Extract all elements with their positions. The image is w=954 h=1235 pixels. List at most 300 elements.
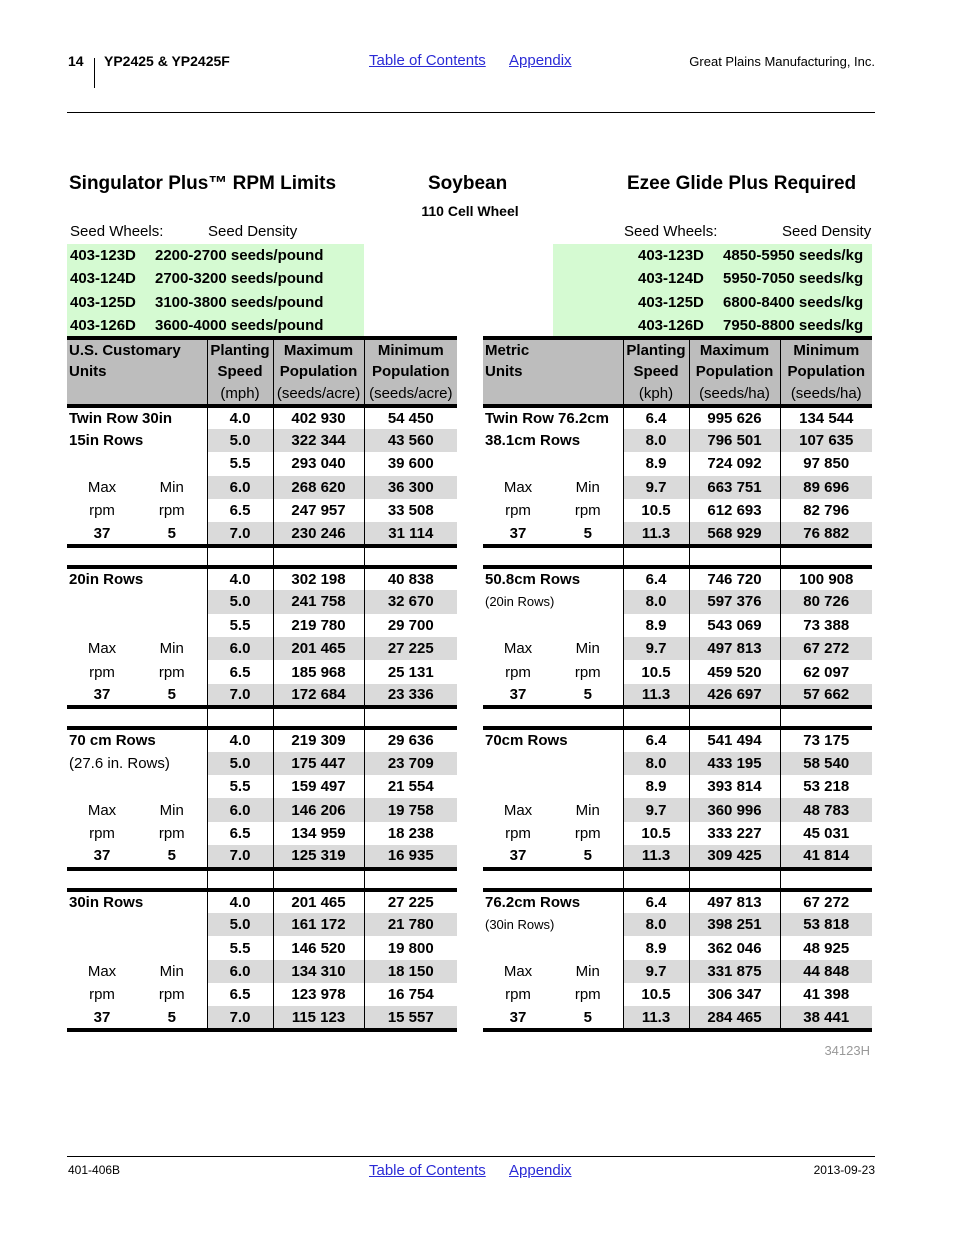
rpm-label: 37 (67, 845, 137, 868)
max-population: 159 497 (273, 775, 364, 798)
row-group-sublabel: 38.1cm Rows (485, 432, 581, 450)
planting-speed: 6.0 (207, 960, 273, 983)
min-population: 43 560 (364, 429, 457, 452)
rpm-label: 37 (483, 1006, 553, 1029)
table-row (483, 660, 872, 683)
row-group-sublabel: 15in Rows (69, 432, 144, 450)
header-cell: Speed (623, 361, 689, 384)
planting-speed: 11.3 (623, 684, 689, 707)
header-cell: Speed (207, 361, 273, 384)
min-population: 32 670 (364, 590, 457, 613)
seed-density: 5950-7050 seeds/kg (723, 270, 864, 287)
max-population: 219 780 (273, 614, 364, 637)
empty-cell (483, 707, 623, 728)
planting-speed: 9.7 (623, 798, 689, 821)
rpm-label: 37 (67, 684, 137, 707)
appendix-link-bottom[interactable]: Appendix (509, 1162, 572, 1179)
empty-cell (689, 546, 780, 567)
rpm-label: 5 (137, 522, 207, 545)
empty-cell (207, 869, 273, 890)
max-population: 322 344 (273, 429, 364, 452)
min-population: 38 441 (780, 1006, 872, 1029)
seed-density-heading-left: Seed Density (208, 223, 298, 240)
empty-cell (780, 546, 872, 567)
max-population: 543 069 (689, 614, 780, 637)
max-population: 185 968 (273, 660, 364, 683)
min-population: 82 796 (780, 499, 872, 522)
seed-wheel-box-right (553, 244, 872, 338)
planting-speed: 5.0 (207, 429, 273, 452)
row-group-label: Twin Row 30in (69, 409, 173, 427)
seed-wheels-heading-left: Seed Wheels: (70, 223, 164, 240)
header-cell: Planting (623, 338, 689, 361)
planting-speed: 8.0 (623, 913, 689, 936)
planting-speed: 6.0 (207, 798, 273, 821)
max-population: 134 959 (273, 822, 364, 845)
min-population: 58 540 (780, 752, 872, 775)
planting-speed: 7.0 (207, 684, 273, 707)
max-population: 393 814 (689, 775, 780, 798)
model-name: YP2425 & YP2425F (104, 53, 230, 69)
planting-speed: 10.5 (623, 822, 689, 845)
table-row (483, 452, 872, 475)
table-row (483, 406, 872, 429)
row-group-label: Twin Row 76.2cm (485, 409, 609, 427)
min-population: 27 225 (364, 637, 457, 660)
rpm-label: 5 (553, 684, 623, 707)
seed-wheel-row (638, 270, 864, 287)
table-row (483, 960, 872, 983)
min-population: 41 814 (780, 845, 872, 868)
table-row (67, 660, 457, 683)
rpm-label: Min (575, 640, 600, 658)
rpm-label: 5 (553, 1006, 623, 1029)
min-population: 107 635 (780, 429, 872, 452)
row-group-label: 50.8cm Rows (483, 567, 623, 590)
empty-cell (273, 707, 364, 728)
seed-wheel-part: 403-124D (638, 270, 704, 287)
rpm-label: rpm (505, 986, 531, 1004)
max-population: 302 198 (273, 567, 364, 590)
planting-speed: 9.7 (623, 637, 689, 660)
table-header-row (67, 361, 457, 384)
header-cell: Population (689, 361, 780, 384)
seed-density: 3600-4000 seeds/pound (155, 317, 324, 334)
rpm-label: rpm (158, 986, 185, 1004)
rpm-label: Max (87, 478, 117, 496)
header-cell: (kph) (623, 383, 689, 406)
min-population: 73 175 (780, 728, 872, 751)
empty-cell (67, 869, 207, 890)
empty-cell (207, 707, 273, 728)
min-population: 21 554 (364, 775, 457, 798)
planting-speed: 5.0 (207, 590, 273, 613)
max-population: 398 251 (689, 913, 780, 936)
min-population: 25 131 (364, 660, 457, 683)
seed-wheel-row (70, 270, 324, 287)
rpm-label: rpm (505, 824, 531, 842)
planting-speed: 8.0 (623, 429, 689, 452)
max-population: 219 309 (273, 728, 364, 751)
rpm-label: rpm (158, 663, 185, 681)
max-population: 426 697 (689, 684, 780, 707)
empty-cell (689, 707, 780, 728)
planting-speed: 7.0 (207, 845, 273, 868)
rpm-label: rpm (89, 824, 115, 842)
empty-cell (364, 869, 457, 890)
empty-cell (67, 452, 207, 475)
min-population: 40 838 (364, 567, 457, 590)
table-row (67, 936, 457, 959)
table-row (67, 567, 457, 590)
table-row (67, 822, 457, 845)
empty-cell (780, 707, 872, 728)
planting-speed: 8.0 (623, 752, 689, 775)
header-cell: Minimum (364, 338, 457, 361)
table-row (483, 822, 872, 845)
seed-wheel-row (638, 294, 864, 311)
rpm-label: Min (159, 962, 184, 980)
rpm-label: Max (87, 962, 117, 980)
figure-number: 34123H (824, 1043, 870, 1058)
max-population: 125 319 (273, 845, 364, 868)
min-population: 23 709 (364, 752, 457, 775)
table-row (483, 728, 872, 751)
rpm-label: rpm (158, 824, 185, 842)
planting-speed: 9.7 (623, 960, 689, 983)
empty-cell (67, 775, 207, 798)
min-population: 80 726 (780, 590, 872, 613)
header-cell: Population (780, 361, 872, 384)
seed-wheel-part: 403-124D (70, 270, 136, 287)
max-population: 724 092 (689, 452, 780, 475)
seed-density: 4850-5950 seeds/kg (723, 247, 864, 264)
seed-density: 2200-2700 seeds/pound (155, 247, 324, 264)
rpm-label: Max (503, 640, 533, 658)
planting-speed: 9.7 (623, 476, 689, 499)
rpm-label: rpm (574, 502, 601, 520)
planting-speed: 11.3 (623, 1006, 689, 1029)
table-row (483, 429, 872, 452)
max-population: 230 246 (273, 522, 364, 545)
spacer-row (483, 869, 872, 890)
row-group-sublabel: (30in Rows) (485, 917, 555, 933)
row-group-sublabel (67, 590, 207, 613)
page-number: 14 (68, 53, 84, 69)
table-row (483, 567, 872, 590)
row-group-sublabel (67, 913, 207, 936)
table-row (67, 684, 457, 707)
max-population: 175 447 (273, 752, 364, 775)
table-row (483, 590, 872, 613)
max-population: 541 494 (689, 728, 780, 751)
rpm-label: rpm (89, 502, 115, 520)
min-population: 18 238 (364, 822, 457, 845)
rpm-label: Min (159, 801, 184, 819)
min-population: 33 508 (364, 499, 457, 522)
rpm-label: 37 (483, 684, 553, 707)
header-units-label: Units (67, 361, 207, 384)
empty-cell (483, 546, 623, 567)
table-row (67, 913, 457, 936)
max-population: 362 046 (689, 936, 780, 959)
row-group-sublabel (483, 752, 623, 775)
empty-cell (483, 869, 623, 890)
min-population: 19 800 (364, 936, 457, 959)
min-population: 27 225 (364, 890, 457, 913)
max-population: 402 930 (273, 406, 364, 429)
min-population: 76 882 (780, 522, 872, 545)
table-row (67, 960, 457, 983)
table-row (67, 522, 457, 545)
seed-wheel-part: 403-123D (70, 247, 136, 264)
rpm-label: Min (575, 962, 600, 980)
empty-cell (623, 707, 689, 728)
max-population: 172 684 (273, 684, 364, 707)
max-population: 568 929 (689, 522, 780, 545)
table-header-row (483, 338, 872, 361)
table-row (67, 890, 457, 913)
header-divider (94, 58, 95, 88)
spacer-row (67, 707, 457, 728)
empty-cell (364, 707, 457, 728)
max-population: 497 813 (689, 637, 780, 660)
min-population: 62 097 (780, 660, 872, 683)
title-center: Soybean (428, 173, 508, 194)
rpm-label: Max (503, 478, 533, 496)
planting-speed: 5.0 (207, 752, 273, 775)
planting-speed: 4.0 (207, 890, 273, 913)
max-population: 241 758 (273, 590, 364, 613)
footer-rule (67, 1156, 875, 1157)
seed-wheel-row (638, 317, 864, 334)
table-header-row (67, 338, 457, 361)
min-population: 31 114 (364, 522, 457, 545)
toc-link-bottom[interactable]: Table of Contents (369, 1162, 486, 1179)
seed-density: 2700-3200 seeds/pound (155, 270, 324, 287)
us-customary-table (67, 336, 457, 1032)
planting-speed: 8.9 (623, 775, 689, 798)
min-population: 44 848 (780, 960, 872, 983)
planting-speed: 10.5 (623, 499, 689, 522)
planting-speed: 8.9 (623, 614, 689, 637)
seed-density-heading-right: Seed Density (782, 223, 872, 240)
planting-speed: 5.0 (207, 913, 273, 936)
seed-density: 3100-3800 seeds/pound (155, 294, 324, 311)
planting-speed: 4.0 (207, 406, 273, 429)
max-population: 201 465 (273, 637, 364, 660)
header-cell: (seeds/ha) (780, 383, 872, 406)
spacer-row (483, 707, 872, 728)
planting-speed: 6.5 (207, 499, 273, 522)
rpm-label: 5 (137, 845, 207, 868)
max-population: 360 996 (689, 798, 780, 821)
row-group-label: 70 cm Rows (67, 728, 207, 751)
table-row (67, 406, 457, 429)
header-cell: Maximum (689, 338, 780, 361)
max-population: 306 347 (689, 983, 780, 1006)
rpm-label: rpm (505, 663, 531, 681)
rpm-label: Min (159, 478, 184, 496)
planting-speed: 5.5 (207, 614, 273, 637)
min-population: 29 636 (364, 728, 457, 751)
max-population: 309 425 (689, 845, 780, 868)
seed-wheels-heading-right: Seed Wheels: (624, 223, 718, 240)
row-group-label: 76.2cm Rows (483, 890, 623, 913)
table-row (483, 614, 872, 637)
row-group-label: 20in Rows (67, 567, 207, 590)
table-row (483, 983, 872, 1006)
table-row (67, 476, 457, 499)
company-name: Great Plains Manufacturing, Inc. (689, 54, 875, 69)
min-population: 57 662 (780, 684, 872, 707)
table-row (67, 499, 457, 522)
planting-speed: 6.5 (207, 660, 273, 683)
table-row (67, 1006, 457, 1029)
table-row (483, 476, 872, 499)
header-units-label: U.S. Customary (67, 338, 207, 361)
max-population: 597 376 (689, 590, 780, 613)
table-row (67, 752, 457, 775)
table-row (483, 775, 872, 798)
planting-speed: 5.5 (207, 936, 273, 959)
min-population: 97 850 (780, 452, 872, 475)
min-population: 16 935 (364, 845, 457, 868)
table-row (67, 637, 457, 660)
toc-link-top[interactable]: Table of Contents (369, 52, 486, 69)
min-population: 53 218 (780, 775, 872, 798)
max-population: 331 875 (689, 960, 780, 983)
table-header-row (67, 383, 457, 406)
header-cell: Maximum (273, 338, 364, 361)
seed-wheel-row (70, 317, 324, 334)
table-row (483, 637, 872, 660)
table-row (67, 590, 457, 613)
seed-density: 7950-8800 seeds/kg (723, 317, 864, 334)
header-cell: Planting (207, 338, 273, 361)
empty-cell (689, 869, 780, 890)
min-population: 134 544 (780, 406, 872, 429)
appendix-link-top[interactable]: Appendix (509, 52, 572, 69)
min-population: 36 300 (364, 476, 457, 499)
min-population: 67 272 (780, 637, 872, 660)
table-row (67, 798, 457, 821)
max-population: 333 227 (689, 822, 780, 845)
title-right: Ezee Glide Plus Required (627, 173, 857, 194)
table-row (483, 890, 872, 913)
max-population: 796 501 (689, 429, 780, 452)
max-population: 146 520 (273, 936, 364, 959)
max-population: 268 620 (273, 476, 364, 499)
empty-cell (623, 869, 689, 890)
rpm-label: 37 (483, 845, 553, 868)
max-population: 746 720 (689, 567, 780, 590)
max-population: 161 172 (273, 913, 364, 936)
planting-speed: 4.0 (207, 728, 273, 751)
rpm-label: rpm (574, 663, 601, 681)
header-rule (67, 112, 875, 113)
planting-speed: 11.3 (623, 522, 689, 545)
table-row (67, 983, 457, 1006)
table-row (67, 845, 457, 868)
empty-cell (67, 546, 207, 567)
min-population: 48 783 (780, 798, 872, 821)
min-population: 15 557 (364, 1006, 457, 1029)
rpm-label: Min (159, 640, 184, 658)
min-population: 100 908 (780, 567, 872, 590)
table-row (483, 936, 872, 959)
rpm-label: rpm (158, 502, 185, 520)
metric-table (483, 336, 872, 1032)
rpm-label: Min (575, 801, 600, 819)
planting-speed: 6.4 (623, 567, 689, 590)
header-units-label (67, 383, 207, 406)
max-population: 612 693 (689, 499, 780, 522)
header-units-label: Units (483, 361, 623, 384)
table-row (67, 775, 457, 798)
rpm-label: Max (503, 801, 533, 819)
seed-wheel-part: 403-125D (638, 294, 704, 311)
planting-speed: 6.0 (207, 637, 273, 660)
spacer-row (67, 546, 457, 567)
max-population: 247 957 (273, 499, 364, 522)
seed-wheel-row (70, 247, 324, 264)
header-cell: (seeds/acre) (364, 383, 457, 406)
max-population: 497 813 (689, 890, 780, 913)
empty-cell (67, 707, 207, 728)
min-population: 29 700 (364, 614, 457, 637)
planting-speed: 6.4 (623, 406, 689, 429)
header-cell: Population (273, 361, 364, 384)
table-row (483, 913, 872, 936)
planting-speed: 6.5 (207, 822, 273, 845)
planting-speed: 7.0 (207, 1006, 273, 1029)
doc-number: 401-406B (68, 1163, 121, 1177)
table-row (483, 499, 872, 522)
table-row (483, 845, 872, 868)
rpm-label: 5 (137, 684, 207, 707)
min-population: 41 398 (780, 983, 872, 1006)
publish-date: 2013-09-23 (813, 1163, 875, 1177)
rpm-label: rpm (574, 986, 601, 1004)
header-cell: (mph) (207, 383, 273, 406)
max-population: 433 195 (689, 752, 780, 775)
max-population: 134 310 (273, 960, 364, 983)
min-population: 53 818 (780, 913, 872, 936)
title-left: Singulator Plus™ RPM Limits (69, 173, 337, 194)
planting-speed: 11.3 (623, 845, 689, 868)
header-units-label (483, 383, 623, 406)
planting-speed: 10.5 (623, 983, 689, 1006)
planting-speed: 8.9 (623, 936, 689, 959)
header-units-label: Metric (483, 338, 623, 361)
row-group-label: 30in Rows (67, 890, 207, 913)
header-cell: Population (364, 361, 457, 384)
min-population: 48 925 (780, 936, 872, 959)
header-cell: (seeds/acre) (273, 383, 364, 406)
empty-cell (364, 546, 457, 567)
min-population: 67 272 (780, 890, 872, 913)
planting-speed: 8.0 (623, 590, 689, 613)
empty-cell (207, 546, 273, 567)
max-population: 201 465 (273, 890, 364, 913)
table-row (67, 429, 457, 452)
seed-wheel-part: 403-125D (70, 294, 136, 311)
empty-cell (483, 775, 623, 798)
spacer-row (67, 869, 457, 890)
planting-speed: 6.0 (207, 476, 273, 499)
rpm-label: rpm (89, 986, 115, 1004)
